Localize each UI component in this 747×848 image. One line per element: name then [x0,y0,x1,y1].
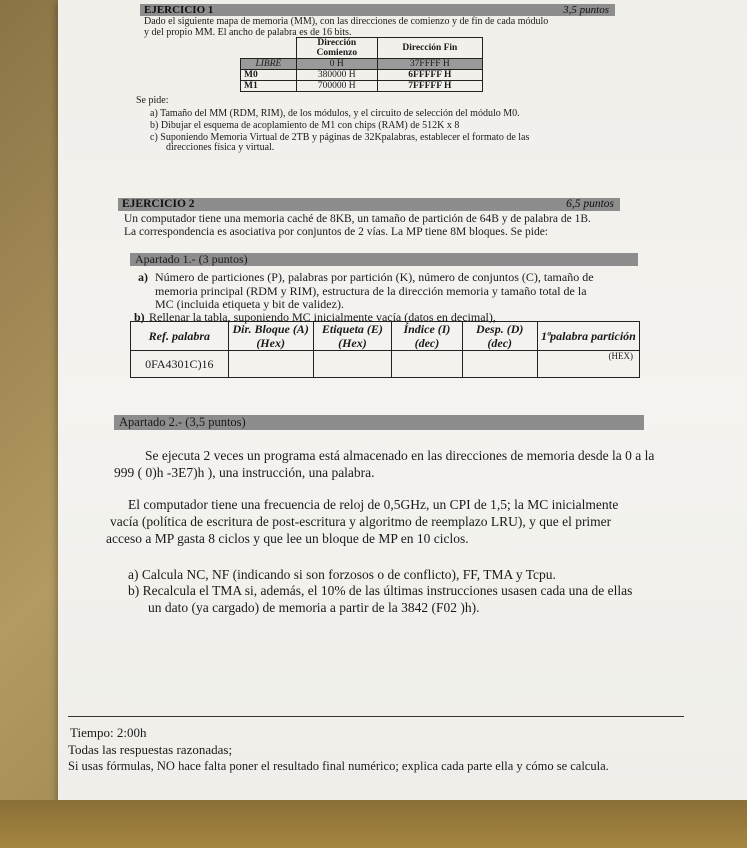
part-a-label: a) [138,270,148,284]
mm-corner-cell [241,38,297,59]
part-a-line3: MC (incluida etiqueta y bit de validez). [155,297,344,311]
part-b-label: b) [134,310,145,324]
footer-note-2: Si usas fórmulas, NO hace falta poner el resultado final numérico; explica cada parte ella y cómo se calcula. [68,759,609,773]
se-pide-label: Se pide: [136,95,169,106]
question-b-line2: un dato (ya cargado) de memoria a partir de la 3842 (F02 )h). [148,600,480,615]
block-address-cell[interactable] [228,351,313,378]
ex1-item-a: a) Tamaño del MM (RDM, RIM), de los módulos, y el circuito de selección del módulo M0. [150,108,520,119]
question-b-line1: b) Recalcula el TMA si, además, el 10% de las últimas instrucciones usasen cada una de ellas [128,583,633,598]
computer-para-line2: vacía (política de escritura de post-escritura y algoritmo de reemplazo LRU), y que el primer [110,514,612,529]
part-a-line2: memoria principal (RDM y RIM), estructura de la dirección memoria y tamaño total de la [155,284,587,298]
program-para-line1: Se ejecuta 2 veces un programa está almacenado en las direcciones de memoria desde la 0 a la [145,448,655,463]
footer-divider [68,716,684,717]
mm-row-m0: M0 380000 H 6FFFFF H [241,70,483,81]
cache-table-row [131,351,640,378]
memory-map-table [240,37,483,92]
time-limit: Tiempo: 2:00h [70,725,147,740]
exercise-2-title: EJERCICIO 2 [122,198,195,210]
offset-cell[interactable] [462,351,537,378]
tag-cell[interactable] [313,351,392,378]
mm-header-start: Dirección Comienzo [296,38,377,59]
program-para-line2: 999 ( 0)h -3E7)h ), una instrucción, una palabra. [114,465,375,480]
part-a-line1: Número de particiones (P), palabras por partición (K), número de conjuntos (C), tamaño de [155,270,594,284]
ex1-item-c: c) Suponiendo Memoria Virtual de 2TB y páginas de 32Kpalabras, establecer el formato de las [150,132,530,143]
exercise-1-points: 3,5 puntos [563,4,609,16]
first-word-cell[interactable]: (HEX) [537,351,639,378]
exercise-2-header [118,198,620,211]
ex1-intro-line1: Dado el siguiente mapa de memoria (MM), con las direcciones de comienzo y de fin de cada módulo [144,16,549,27]
exercise-1-title: EJERCICIO 1 [144,4,214,16]
part-b-line1: Rellenar la tabla, suponiendo MC inicialmente vacía (datos en decimal), [149,310,496,324]
mm-header-end: Dirección Fin [377,38,482,59]
index-cell[interactable] [392,351,462,378]
exercise-2-points: 6,5 puntos [566,198,614,210]
desk-surface [0,800,747,848]
question-a: a) Calcula NC, NF (indicando si son forzosos o de conflicto), FF, TMA y Tcpu. [128,567,556,582]
computer-para-line1: El computador tiene una frecuencia de reloj de 0,5GHz, un CPI de 1,5; la MC inicialmente [128,497,619,512]
ref-word-cell: 0FA4301C)16 [131,351,229,378]
mm-row-m1: M1 700000 H 7FFFFF H [241,81,483,92]
footer-note-1: Todas las respuestas razonadas; [68,742,233,757]
cache-fill-table [130,321,640,378]
ex2-intro-line2: La correspondencia es asociativa por conjuntos de 2 vías. La MP tiene 8M bloques. Se pide: [124,226,549,238]
ex1-item-c-cont: direcciones física y virtual. [166,142,275,153]
ex1-item-b: b) Dibujar el esquema de acoplamiento de M1 con chips (RAM) de 512K x 8 [150,120,460,131]
apartado-2-header: Apartado 2.- (3,5 puntos) [114,415,644,430]
apartado-1-header: Apartado 1.- (3 puntos) [130,253,638,266]
ex2-intro-line1: Un computador tiene una memoria caché de 8KB, un tamaño de partición de 64B y de palabra de 1B. [124,213,591,225]
exercise-1-header [140,4,615,16]
computer-para-line3: acceso a MP gasta 8 ciclos y que lee un bloque de MP en 10 ciclos. [106,531,469,546]
cache-table-header: Ref. palabra Dir. Bloque (A) (Hex) Etiqueta (E) (Hex) Índice (I) (dec) Desp. (D) (dec) 1ªpalabra partición [131,322,640,351]
mm-row-libre: LIBRE 0 H 37FFFF H [241,59,483,70]
ex1-intro-line2: y del propio MM. El ancho de palabra es de 16 bits. [144,27,352,38]
